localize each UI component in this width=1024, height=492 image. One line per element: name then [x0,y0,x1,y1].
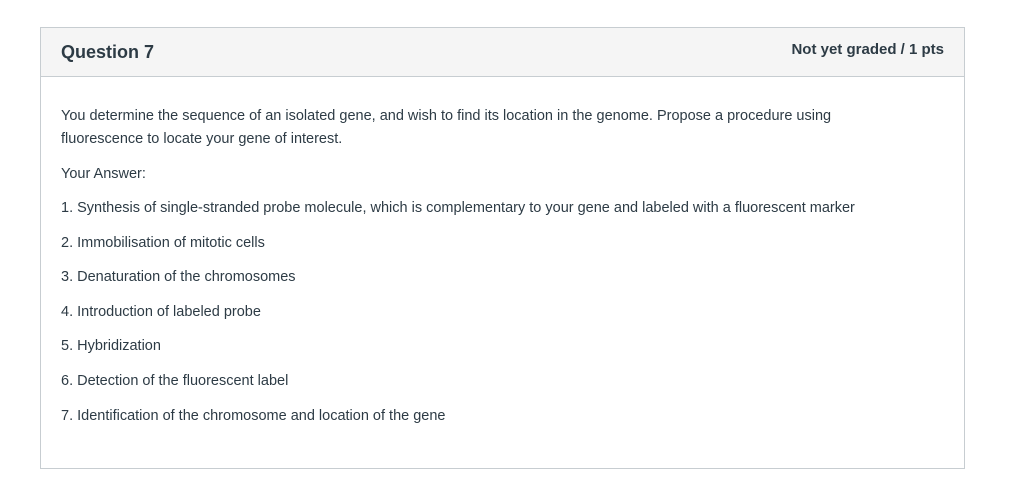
question-body [41,77,964,428]
answer-step: 3. Denaturation of the chromosomes [61,269,296,286]
answer-step: 5. Hybridization [61,338,161,355]
question-title: Question 7 [61,42,155,62]
grade-status: Not yet graded / 1 pts [791,41,944,58]
answer-label: Your Answer: [61,166,146,182]
answer-step: 1. Synthesis of single-stranded probe molecule, which is complementary to your gene and labeled with a fluorescent marker [61,200,855,216]
question-prompt: You determine the sequence of an isolated gene, and wish to find its location in the genome. Propose a procedure using fluorescence to locate your gene of interest. [61,108,832,147]
answer-step: 2. Immobilisation of mitotic cells [61,234,265,251]
question-card [40,27,965,469]
answer-step: 4. Introduction of labeled probe [61,303,261,320]
answer-list [61,197,944,428]
answer-step: 7. Identification of the chromosome and location of the gene [61,407,446,424]
question-header [41,28,964,77]
answer-step: 6. Detection of the fluorescent label [61,372,289,389]
